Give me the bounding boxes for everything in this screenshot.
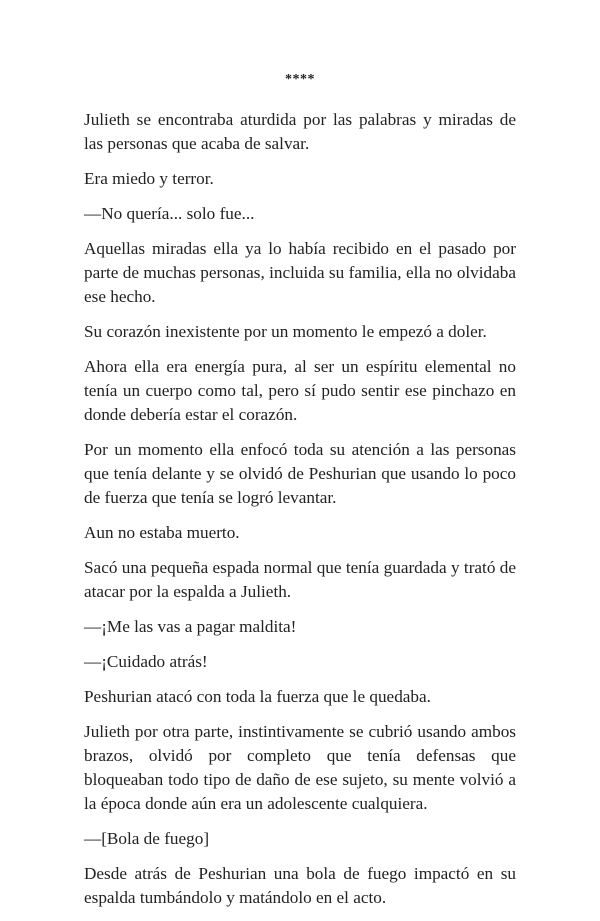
paragraph: Desde atrás de Peshurian una bola de fuego impactó en su espalda tumbándolo y matándolo en el acto.: [84, 864, 516, 907]
paragraph: —¡Me las vas a pagar maldita!: [84, 617, 297, 636]
paragraph: Peshurian atacó con toda la fuerza que le quedaba.: [84, 687, 431, 706]
paragraph: Su corazón inexistente por un momento le empezó a doler.: [84, 322, 487, 341]
paragraph: —¡Cuidado atrás!: [84, 652, 208, 671]
scene-separator: ****: [285, 72, 315, 87]
paragraph: —[Bola de fuego]: [84, 829, 210, 848]
book-page: [84, 70, 516, 921]
paragraph: Era miedo y terror.: [84, 169, 214, 188]
paragraph: Ahora ella era energía pura, al ser un espíritu elemental no tenía un cuerpo como tal, pero sí pudo sentir ese pinchazo en donde debería estar el corazón.: [84, 357, 516, 424]
paragraph: —No quería... solo fue...: [84, 204, 255, 223]
paragraph: Aquellas miradas ella ya lo había recibido en el pasado por parte de muchas personas, incluida su familia, ella no olvidaba ese hecho.: [84, 239, 516, 306]
paragraph: Sacó una pequeña espada normal que tenía guardada y trató de atacar por la espalda a Julieth.: [84, 558, 516, 601]
paragraph: Julieth por otra parte, instintivamente se cubrió usando ambos brazos, olvidó por completo que tenía defensas que bloqueaban todo tipo de daño de ese sujeto, su mente volvió a la época donde aún era un adolescente cualquiera.: [84, 722, 516, 813]
paragraph: Aun no estaba muerto.: [84, 523, 240, 542]
paragraph: Julieth se encontraba aturdida por las palabras y miradas de las personas que acaba de salvar.: [84, 110, 516, 153]
paragraph: Por un momento ella enfocó toda su atención a las personas que tenía delante y se olvidó de Peshurian que usando lo poco de fuerza que tenía se logró levantar.: [84, 440, 516, 507]
